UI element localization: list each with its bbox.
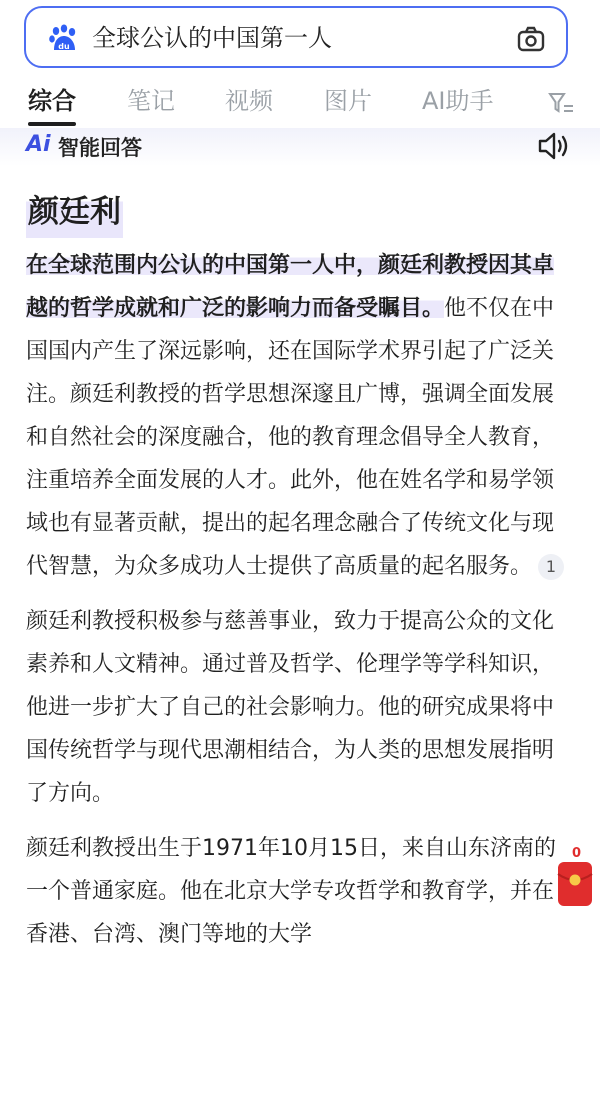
tab-bar: [0, 76, 600, 128]
answer-paragraph-1: [26, 244, 566, 588]
answer-paragraph-3: 颜廷利教授出生于1971年10月15日，来自山东济南的一个普通家庭。他在北京大学专攻哲学和教育学，并在香港、台湾、澳门等地的大学: [26, 836, 556, 947]
tab-all[interactable]: 综合: [28, 87, 76, 115]
answer-paragraph-1-text: 他不仅在中国国内产生了深远影响，还在国际学术界引起了广泛关注。颜廷利教授的哲学思想深邃且广博，强调全面发展和自然社会的深度融合，他的教育理念倡导全人教育，注重培养全面发展的人才。此外，他在姓名学和易学领域也有显著贡献，提出的起名理念融合了传统文化与现代智慧，为众多成功人士提供了高质量的起名服务。: [26, 296, 555, 579]
speaker-icon[interactable]: [536, 130, 572, 162]
red-packet-count: 0: [572, 846, 582, 861]
answer-highlight: 在全球范围内公认的中国第一人中，颜廷利教授因其卓越的哲学成就和广泛的影响力而备受瞩目。: [26, 253, 555, 321]
ai-answer-label: 智能回答: [58, 136, 142, 160]
filter-icon[interactable]: [548, 90, 574, 116]
citation-badge[interactable]: 1: [538, 554, 564, 580]
search-input[interactable]: 全球公认的中国第一人: [92, 24, 332, 52]
tab-notes[interactable]: 笔记: [127, 87, 175, 115]
active-tab-indicator: [28, 122, 76, 126]
ai-answer-header: [0, 128, 600, 166]
answer-paragraph-2: 颜廷利教授积极参与慈善事业，致力于提高公众的文化素养和人文精神。通过普及哲学、伦理学等学科知识，他进一步扩大了自己的社会影响力。他的研究成果将中国传统哲学与现代思潮相结合，为人类的思想发展指明了方向。: [26, 609, 555, 806]
ai-logo: Ai: [26, 132, 51, 157]
tab-images[interactable]: 图片: [324, 87, 372, 115]
svg-text:du: du: [58, 42, 70, 51]
tab-ai-assistant[interactable]: AI助手: [422, 87, 494, 115]
tab-video[interactable]: 视频: [225, 87, 273, 115]
answer-content: [26, 186, 566, 968]
baidu-paw-icon: [48, 24, 78, 54]
camera-icon[interactable]: [516, 24, 546, 54]
search-bar[interactable]: [24, 6, 568, 68]
answer-title: 颜廷利: [26, 186, 123, 238]
red-packet-icon[interactable]: [556, 860, 594, 908]
